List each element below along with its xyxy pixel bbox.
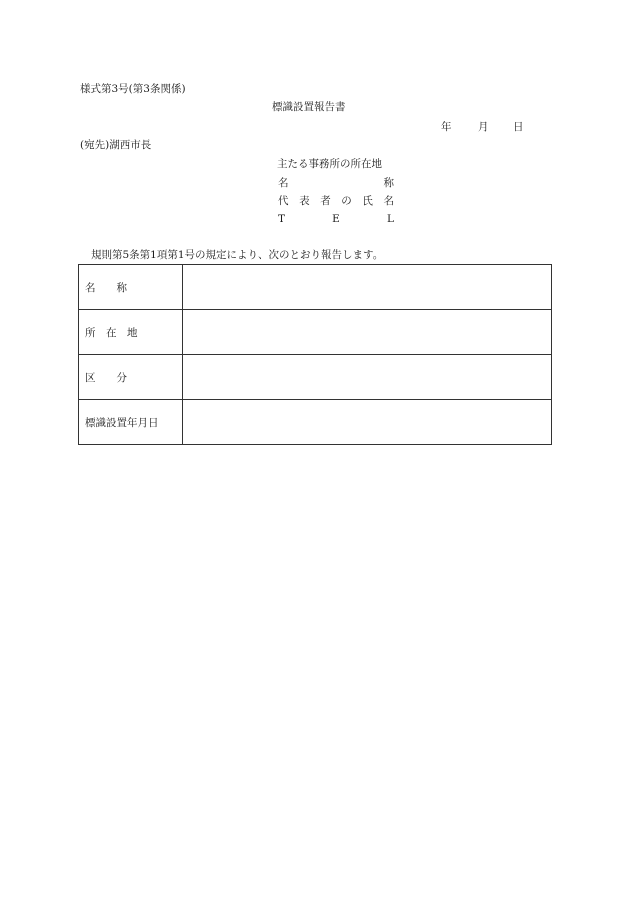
document-title: 標識設置報告書 (272, 101, 346, 113)
statement: 規則第5条第1項第1号の規定により、次のとおり報告します。 (91, 249, 384, 261)
table-row (79, 310, 552, 355)
table-row (79, 355, 552, 400)
report-table (78, 264, 552, 445)
date-year-label: 年 (441, 121, 452, 133)
date-day-label: 日 (513, 121, 524, 133)
row-label-category: 区 分 (79, 355, 183, 400)
representative-label: 代 表 者 の 氏 名 (278, 195, 394, 207)
row-label-name: 名 称 (79, 265, 183, 310)
name-label: 名 称 (278, 177, 394, 189)
row-value-category[interactable] (183, 355, 552, 400)
row-label-location: 所 在 地 (79, 310, 183, 355)
table-row (79, 400, 552, 445)
date-month-label: 月 (478, 121, 489, 133)
office-address-label: 主たる事務所の所在地 (277, 158, 382, 170)
row-value-install-date[interactable] (183, 400, 552, 445)
table-row (79, 265, 552, 310)
addressee: (宛先)湖西市長 (80, 139, 152, 151)
row-value-name[interactable] (183, 265, 552, 310)
tel-label: T E L (278, 213, 394, 225)
form-number: 様式第3号(第3条関係) (80, 83, 186, 95)
row-value-location[interactable] (183, 310, 552, 355)
row-label-install-date: 標識設置年月日 (79, 400, 183, 445)
